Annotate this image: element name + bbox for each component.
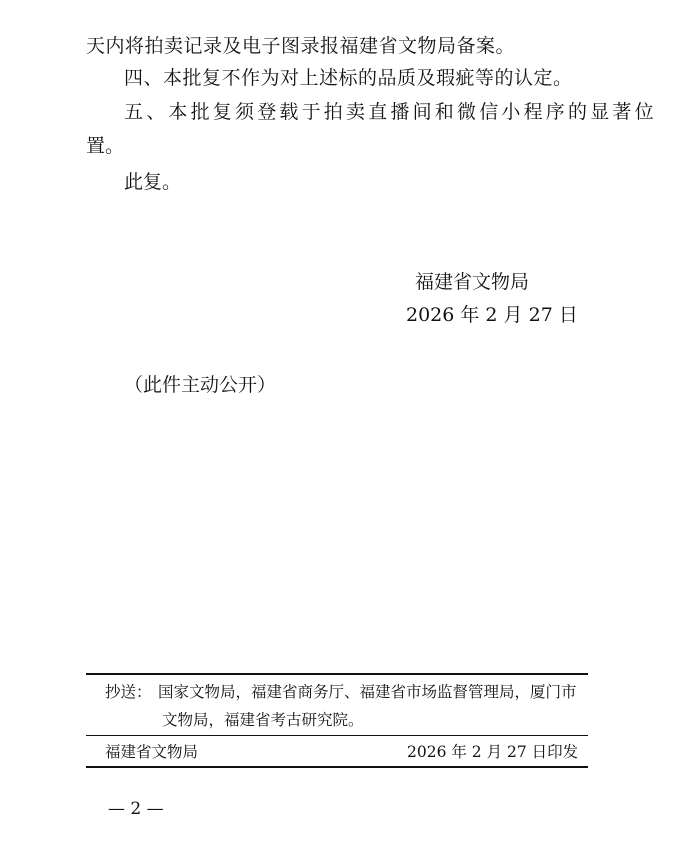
cc-recipients-line-1: 国家文物局，福建省商务厅、福建省市场监督管理局，厦门市	[158, 683, 577, 701]
signature-issuer: 福建省文物局	[415, 271, 530, 293]
footer-issuer: 福建省文物局	[105, 743, 199, 761]
item-five-line-1: 五、本批复须登载于拍卖直播间和微信小程序的显著位	[124, 101, 657, 123]
footer-bottom-rule	[86, 766, 588, 768]
closing-remark: 此复。	[124, 171, 182, 193]
body-text-line: 天内将拍卖记录及电子图录报福建省文物局备案。	[86, 35, 516, 57]
cc-label: 抄送：	[105, 683, 152, 701]
signature-date: 2026 年 2 月 27 日	[406, 304, 578, 326]
item-five-line-2: 置。	[86, 135, 125, 157]
footer-issue-date: 2026 年 2 月 27 日印发	[407, 743, 579, 761]
footer-top-rule	[86, 673, 588, 675]
footer-middle-rule	[86, 735, 588, 736]
page-number: — 2 —	[108, 799, 164, 819]
cc-recipients-line-2: 文物局，福建省考古研究院。	[162, 711, 364, 729]
disclosure-note: （此件主动公开）	[124, 374, 277, 396]
item-four: 四、本批复不作为对上述标的品质及瑕疵等的认定。	[124, 67, 573, 89]
